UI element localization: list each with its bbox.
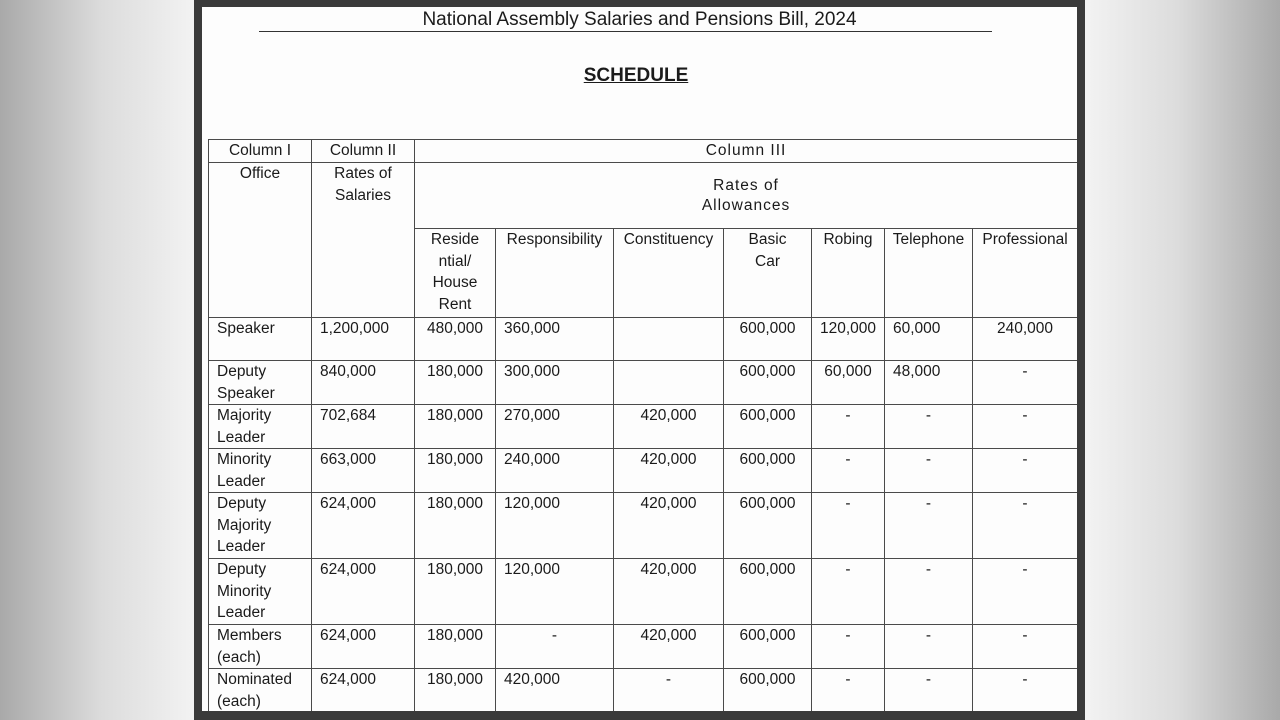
allowance-column-header: Telephone bbox=[885, 229, 973, 318]
allowance-cell: - bbox=[973, 559, 1078, 625]
allowance-cell: 600,000 bbox=[724, 625, 812, 669]
table-row bbox=[209, 361, 1078, 405]
allowance-cell: - bbox=[812, 669, 885, 712]
allowance-cell: 480,000 bbox=[415, 318, 496, 361]
table-row bbox=[209, 669, 1078, 712]
office-cell: Deputy Minority Leader bbox=[209, 559, 312, 625]
office-cell: Members (each) bbox=[209, 625, 312, 669]
bill-title: National Assembly Salaries and Pensions Bill, 2024 bbox=[422, 9, 857, 30]
allowance-cell: - bbox=[885, 669, 973, 712]
allowance-cell: - bbox=[973, 669, 1078, 712]
allowance-cell: 420,000 bbox=[614, 449, 724, 493]
document-page bbox=[202, 7, 1077, 711]
salary-cell: 702,684 bbox=[312, 405, 415, 449]
allowance-cell: 600,000 bbox=[724, 669, 812, 712]
table-row bbox=[209, 449, 1078, 493]
allowance-cell: 600,000 bbox=[724, 361, 812, 405]
allowance-cell: - bbox=[812, 625, 885, 669]
salary-cell: 1,200,000 bbox=[312, 318, 415, 361]
allowance-cell: 420,000 bbox=[496, 669, 614, 712]
allowance-column-header: Basic Car bbox=[724, 229, 812, 318]
allowance-cell: - bbox=[885, 449, 973, 493]
allowance-cell: - bbox=[885, 559, 973, 625]
allowance-cell: - bbox=[973, 625, 1078, 669]
allowance-cell: - bbox=[973, 361, 1078, 405]
salary-cell: 624,000 bbox=[312, 559, 415, 625]
table-row bbox=[209, 493, 1078, 559]
office-cell: Nominated (each) bbox=[209, 669, 312, 712]
allowance-cell: - bbox=[496, 625, 614, 669]
allowance-cell: 600,000 bbox=[724, 405, 812, 449]
salary-cell: 663,000 bbox=[312, 449, 415, 493]
office-cell: Deputy Speaker bbox=[209, 361, 312, 405]
allowance-cell: 60,000 bbox=[885, 318, 973, 361]
allowance-cell: 420,000 bbox=[614, 559, 724, 625]
allowance-cell: 240,000 bbox=[496, 449, 614, 493]
allowance-cell: 180,000 bbox=[415, 669, 496, 712]
column-ii-header: Column II bbox=[312, 140, 415, 163]
salary-cell: 624,000 bbox=[312, 493, 415, 559]
allowance-column-header: Reside ntial/ House Rent bbox=[415, 229, 496, 318]
allowance-cell: 180,000 bbox=[415, 625, 496, 669]
column-i-header: Column I bbox=[209, 140, 312, 163]
allowance-cell: - bbox=[973, 405, 1078, 449]
allowance-cell: 60,000 bbox=[812, 361, 885, 405]
salary-cell: 840,000 bbox=[312, 361, 415, 405]
allowance-cell: 300,000 bbox=[496, 361, 614, 405]
allowance-column-header: Constituency bbox=[614, 229, 724, 318]
allowance-cell: 180,000 bbox=[415, 449, 496, 493]
office-cell: Minority Leader bbox=[209, 449, 312, 493]
office-cell: Speaker bbox=[209, 318, 312, 361]
allowance-cell: 360,000 bbox=[496, 318, 614, 361]
allowance-cell: 270,000 bbox=[496, 405, 614, 449]
allowance-cell: 600,000 bbox=[724, 318, 812, 361]
allowance-column-header: Professional bbox=[973, 229, 1078, 318]
allowance-cell: 600,000 bbox=[724, 493, 812, 559]
allowance-cell: - bbox=[812, 559, 885, 625]
allowance-cell: - bbox=[812, 493, 885, 559]
table-row bbox=[209, 405, 1078, 449]
allowance-cell: 120,000 bbox=[496, 493, 614, 559]
office-cell: Deputy Majority Leader bbox=[209, 493, 312, 559]
allowance-cell: - bbox=[973, 449, 1078, 493]
allowance-cell: - bbox=[885, 493, 973, 559]
allowance-cell: 600,000 bbox=[724, 559, 812, 625]
office-cell: Majority Leader bbox=[209, 405, 312, 449]
schedule-table bbox=[208, 139, 1077, 711]
allowance-column-header: Robing bbox=[812, 229, 885, 318]
allowance-cell: 180,000 bbox=[415, 361, 496, 405]
allowance-cell: 240,000 bbox=[973, 318, 1078, 361]
allowance-cell: - bbox=[614, 669, 724, 712]
salaries-header: Rates of Salaries bbox=[312, 163, 415, 318]
allowance-cell: - bbox=[885, 405, 973, 449]
allowance-cell: 120,000 bbox=[812, 318, 885, 361]
allowance-cell: 180,000 bbox=[415, 405, 496, 449]
title-divider bbox=[259, 31, 992, 32]
allowance-cell: 420,000 bbox=[614, 625, 724, 669]
allowance-cell: 120,000 bbox=[496, 559, 614, 625]
allowance-column-header: Responsibility bbox=[496, 229, 614, 318]
allowance-cell: - bbox=[812, 449, 885, 493]
salary-cell: 624,000 bbox=[312, 669, 415, 712]
allowance-cell bbox=[614, 361, 724, 405]
table-row bbox=[209, 625, 1078, 669]
allowance-cell: 48,000 bbox=[885, 361, 973, 405]
table-row bbox=[209, 318, 1078, 361]
allowance-cell: 420,000 bbox=[614, 493, 724, 559]
column-iii-header: Column III bbox=[415, 140, 1078, 163]
allowance-cell bbox=[614, 318, 724, 361]
allowance-cell: - bbox=[973, 493, 1078, 559]
table-row bbox=[209, 559, 1078, 625]
office-header: Office bbox=[209, 163, 312, 318]
allowance-cell: - bbox=[812, 405, 885, 449]
allowance-cell: 420,000 bbox=[614, 405, 724, 449]
allowance-cell: 180,000 bbox=[415, 559, 496, 625]
allowance-cell: - bbox=[885, 625, 973, 669]
allowances-header: Rates of Allowances bbox=[415, 163, 1078, 229]
allowance-cell: 180,000 bbox=[415, 493, 496, 559]
schedule-heading: SCHEDULE bbox=[583, 65, 689, 86]
allowance-cell: 600,000 bbox=[724, 449, 812, 493]
salary-cell: 624,000 bbox=[312, 625, 415, 669]
